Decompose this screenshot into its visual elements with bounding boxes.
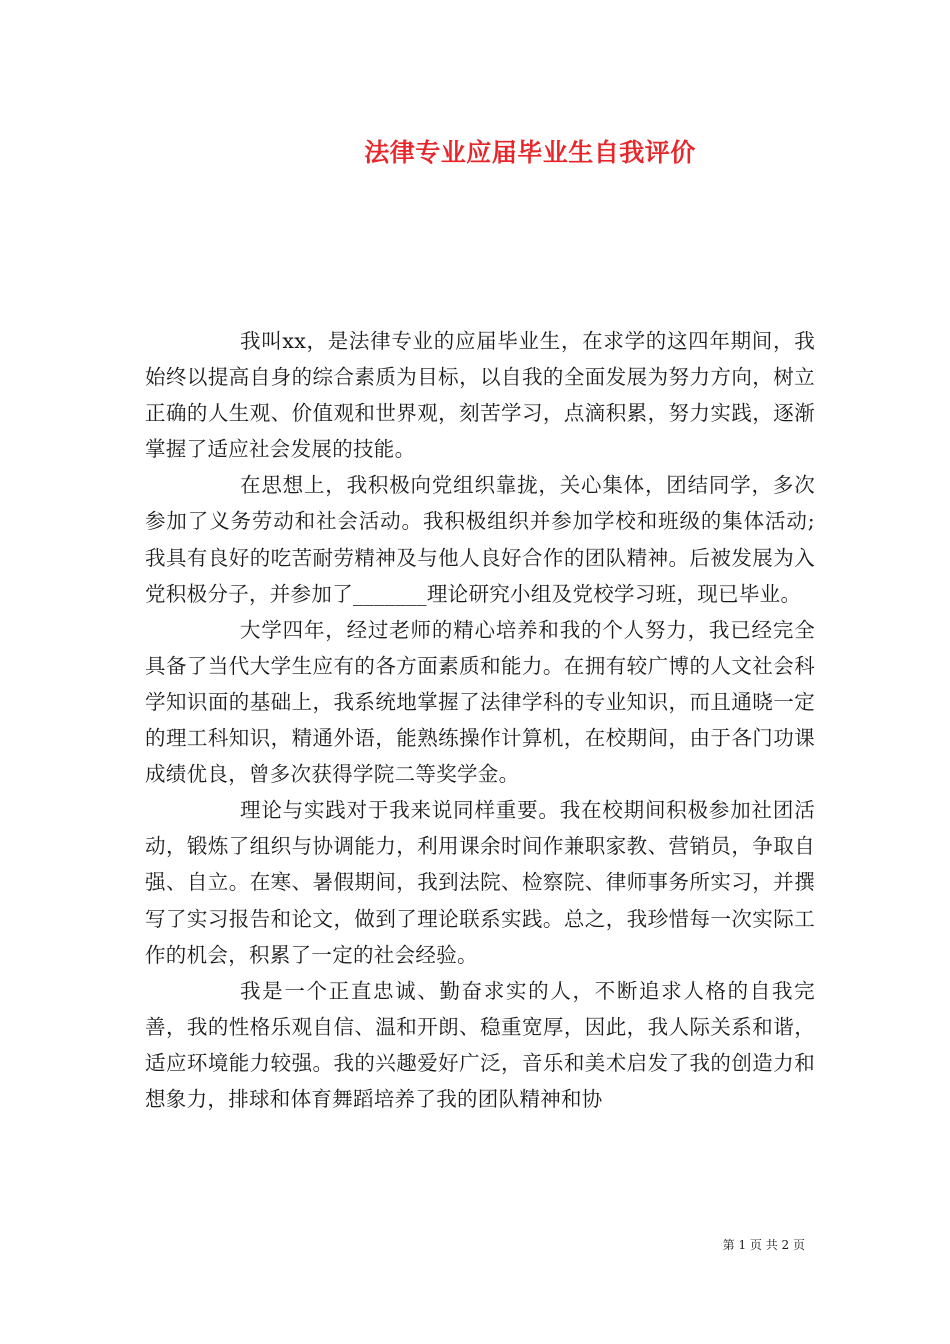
paragraph-personality: 我是一个正直忠诚、勤奋求实的人，不断追求人格的自我完善，我的性格乐观自信、温和开朗、稳重宽厚，因此，我人际关系和谐，适应环境能力较强。我的兴趣爱好广泛，音乐和美术启发了我的创造力和想象力，排球和体育舞蹈培养了我的团队精神和协 — [145, 978, 815, 1111]
page-number-footer: 第 1 页 共 2 页 — [722, 1238, 805, 1252]
document-body — [145, 323, 815, 1117]
paragraph-intro: 我叫xx，是法律专业的应届毕业生，在求学的这四年期间，我始终以提高自身的综合素质为目标，以自我的全面发展为努力方向，树立正确的人生观、价值观和世界观，刻苦学习，点滴积累，努力实践，逐渐掌握了适应社会发展的技能。 — [145, 329, 815, 462]
document-title: 法律专业应届毕业生自我评价 — [364, 138, 696, 167]
paragraph-practice: 理论与实践对于我来说同样重要。我在校期间积极参加社团活动，锻炼了组织与协调能力，利用课余时间作兼职家教、营销员，争取自强、自立。在寒、暑假期间，我到法院、检察院、律师事务所实习，并撰写了实习报告和论文，做到了理论联系实践。总之，我珍惜每一次实际工作的机会，积累了一定的社会经验。 — [145, 798, 815, 967]
paragraph-ideology: 在思想上，我积极向党组织靠拢，关心集体，团结同学，多次参加了义务劳动和社会活动。我积极组织并参加学校和班级的集体活动;我具有良好的吃苦耐劳精神及与他人良好合作的团队精神。后被发展为入党积极分子，并参加了_______理论研究小组及党校学习班，现已毕业。 — [145, 473, 815, 606]
paragraph-study: 大学四年，经过老师的精心培养和我的个人努力，我已经完全具备了当代大学生应有的各方面素质和能力。在拥有较广博的人文社会科学知识面的基础上，我系统地掌握了法律学科的专业知识，而且通晓一定的理工科知识，精通外语，能熟练操作计算机，在校期间，由于各门功课成绩优良，曾多次获得学院二等奖学金。 — [145, 617, 815, 787]
